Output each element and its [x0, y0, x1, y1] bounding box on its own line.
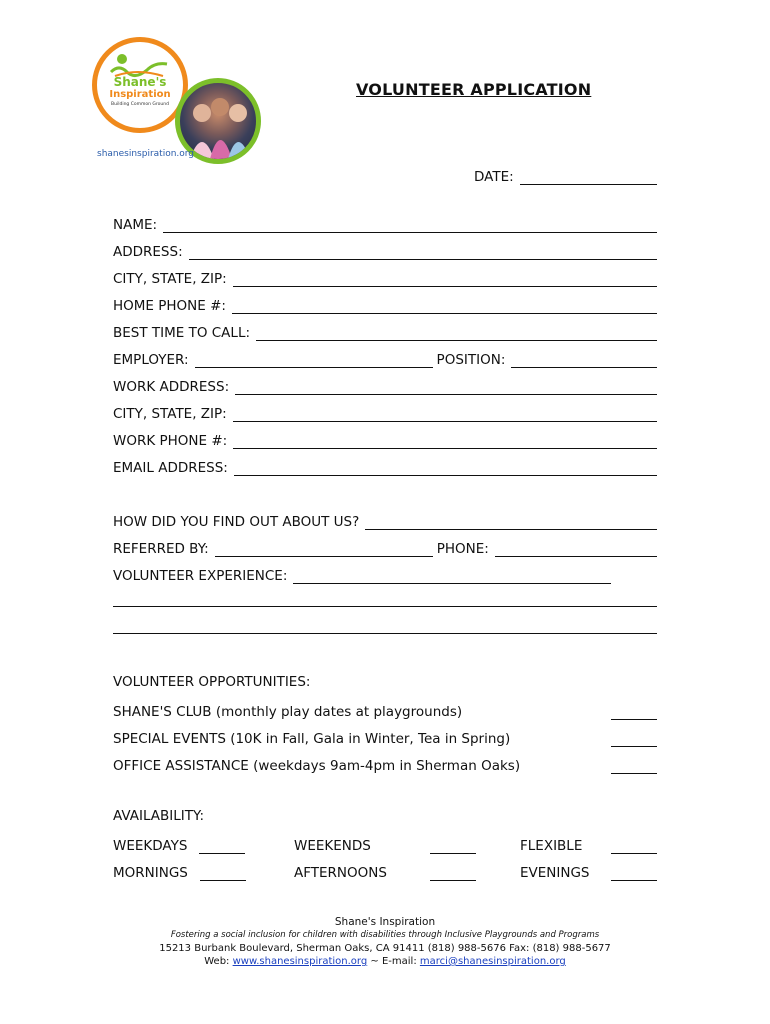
date-blank[interactable] [520, 170, 657, 185]
opportunity-label: SPECIAL EVENTS (10K in Fall, Gala in Winter, Tea in Spring) [113, 731, 511, 747]
opportunity-label: SHANE'S CLUB (monthly play dates at playgrounds) [113, 704, 463, 720]
logo-brand-line2: Inspiration [109, 89, 171, 100]
name-field[interactable] [113, 213, 657, 233]
referred-phone-row [113, 537, 657, 557]
experience-label: VOLUNTEER EXPERIENCE: [113, 568, 288, 584]
phone-label: PHONE: [436, 541, 489, 557]
availability-heading: AVAILABILITY: [113, 808, 205, 824]
availability-flexible[interactable] [520, 834, 657, 854]
footer-mission: Fostering a social inclusion for children with disabilities through Inclusive Playgrounds and Programs [170, 930, 600, 940]
footer-address: 15213 Burbank Boulevard, Sherman Oaks, CA 91411 (818) 988-5676 Fax: (818) 988-5677 [159, 943, 611, 954]
employer-position-row [113, 348, 657, 368]
work-phone-field[interactable] [113, 429, 657, 449]
opportunity-office-assistance[interactable] [113, 754, 657, 774]
experience-line-3[interactable] [113, 633, 657, 634]
date-label: DATE: [474, 169, 514, 185]
position-blank[interactable] [511, 353, 657, 368]
opportunity-shanes-club[interactable] [113, 700, 657, 720]
footer-contact [0, 955, 770, 968]
best-time-field[interactable] [113, 321, 657, 341]
work-address-blank[interactable] [235, 380, 657, 395]
employer-label: EMPLOYER: [113, 352, 189, 368]
opportunity-blank[interactable] [611, 732, 657, 747]
city-state-zip-field[interactable] [113, 267, 657, 287]
availability-evenings[interactable] [520, 861, 657, 881]
availability-label: AFTERNOONS [294, 865, 387, 881]
footer-email-label: E-mail: [381, 956, 417, 967]
children-photo-icon [180, 83, 256, 159]
availability-afternoons[interactable] [294, 861, 476, 881]
footer-web-link[interactable]: www.shanesinspiration.org [232, 956, 368, 967]
availability-weekdays[interactable] [113, 834, 245, 854]
work-city-state-zip-blank[interactable] [233, 407, 657, 422]
city-state-zip-label: CITY, STATE, ZIP: [113, 271, 227, 287]
work-address-label: WORK ADDRESS: [113, 379, 230, 395]
footer [0, 916, 770, 968]
work-address-field[interactable] [113, 375, 657, 395]
work-phone-blank[interactable] [233, 434, 657, 449]
address-label: ADDRESS: [113, 244, 183, 260]
phone-blank[interactable] [495, 542, 657, 557]
work-city-state-zip-label: CITY, STATE, ZIP: [113, 406, 227, 422]
footer-web-label: Web: [204, 956, 230, 967]
availability-label: FLEXIBLE [520, 838, 583, 854]
availability-label: WEEKDAYS [113, 838, 188, 854]
experience-line-2[interactable] [113, 606, 657, 607]
availability-blank[interactable] [200, 866, 246, 881]
footer-email-link[interactable]: marci@shanesinspiration.org [419, 956, 566, 967]
availability-label: MORNINGS [113, 865, 188, 881]
email-field[interactable] [113, 456, 657, 476]
employer-blank[interactable] [195, 353, 433, 368]
date-field[interactable] [474, 165, 657, 185]
name-blank[interactable] [163, 218, 657, 233]
opportunities-heading: VOLUNTEER OPPORTUNITIES: [113, 674, 311, 690]
address-blank[interactable] [189, 245, 657, 260]
home-phone-label: HOME PHONE #: [113, 298, 226, 314]
email-blank[interactable] [234, 461, 657, 476]
logo-website: shanesinspiration.org [97, 149, 195, 159]
availability-label: EVENINGS [520, 865, 590, 881]
logo-badge [92, 37, 188, 133]
experience-blank[interactable] [293, 569, 611, 584]
footer-org: Shane's Inspiration [334, 916, 436, 928]
work-city-state-zip-field[interactable] [113, 402, 657, 422]
how-found-blank[interactable] [365, 515, 657, 530]
availability-blank[interactable] [611, 866, 657, 881]
best-time-blank[interactable] [256, 326, 657, 341]
opportunity-blank[interactable] [611, 705, 657, 720]
availability-blank[interactable] [611, 839, 657, 854]
availability-blank[interactable] [199, 839, 245, 854]
logo-tagline: Building Common Ground [111, 102, 169, 107]
position-label: POSITION: [436, 352, 506, 368]
best-time-label: BEST TIME TO CALL: [113, 325, 251, 341]
referred-by-label: REFERRED BY: [113, 541, 209, 557]
opportunity-special-events[interactable] [113, 727, 657, 747]
availability-mornings[interactable] [113, 861, 246, 881]
page-title: VOLUNTEER APPLICATION [356, 80, 592, 99]
name-label: NAME: [113, 217, 158, 233]
availability-blank[interactable] [430, 866, 476, 881]
referred-by-blank[interactable] [215, 542, 433, 557]
email-label: EMAIL ADDRESS: [113, 460, 228, 476]
opportunity-blank[interactable] [611, 759, 657, 774]
opportunity-label: OFFICE ASSISTANCE (weekdays 9am-4pm in Sherman Oaks) [113, 758, 521, 774]
logo-brand-line1: Shane's [113, 75, 167, 89]
address-field[interactable] [113, 240, 657, 260]
home-phone-blank[interactable] [232, 299, 657, 314]
work-phone-label: WORK PHONE #: [113, 433, 228, 449]
availability-blank[interactable] [430, 839, 476, 854]
footer-separator: ~ [370, 956, 379, 967]
how-found-field[interactable] [113, 510, 657, 530]
availability-weekends[interactable] [294, 834, 476, 854]
how-found-label: HOW DID YOU FIND OUT ABOUT US? [113, 514, 360, 530]
experience-field[interactable] [113, 564, 611, 584]
city-state-zip-blank[interactable] [233, 272, 657, 287]
home-phone-field[interactable] [113, 294, 657, 314]
availability-label: WEEKENDS [294, 838, 371, 854]
